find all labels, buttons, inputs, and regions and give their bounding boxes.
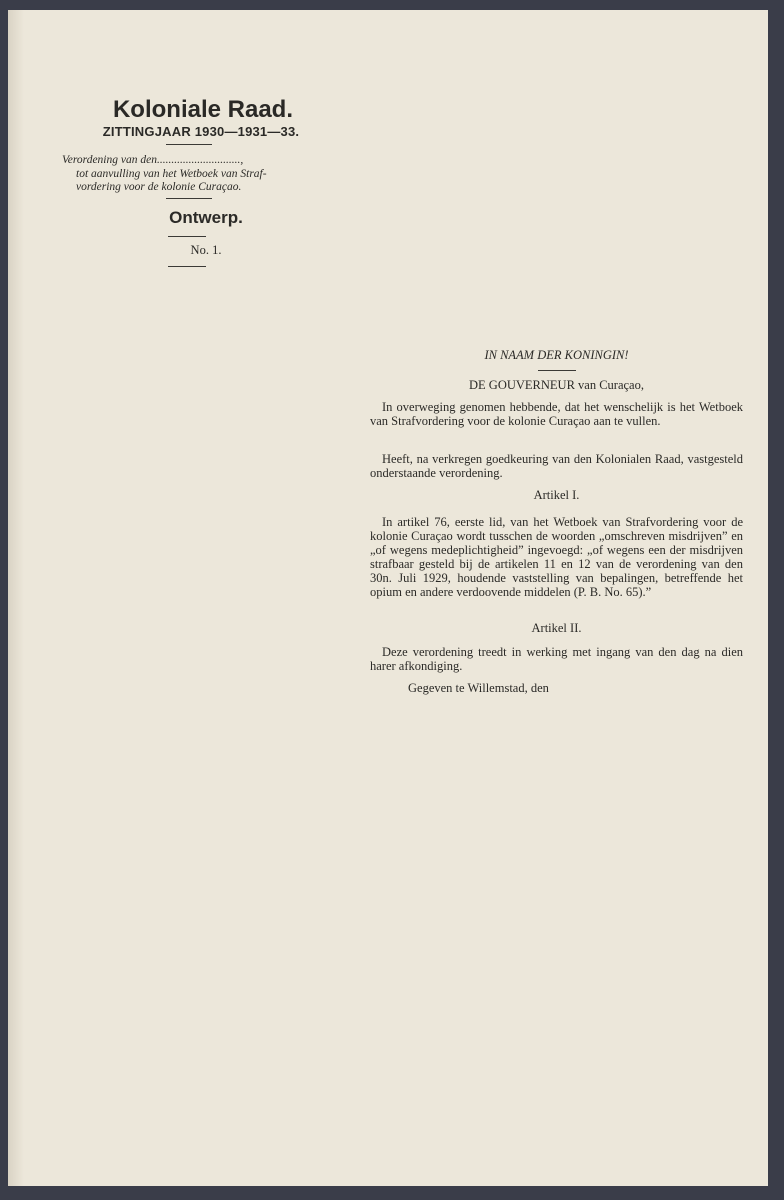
signature-line: Gegeven te Willemstad, den	[408, 681, 549, 695]
document-number: No. 1.	[190, 243, 222, 257]
divider	[168, 266, 206, 267]
article-1-heading: Artikel I.	[533, 488, 580, 502]
approval-paragraph: Heeft, na verkregen goedkeuring van den Kolonialen Raad, vastgesteld onderstaande verordening.	[370, 452, 743, 480]
council-title: Koloniale Raad.	[112, 96, 294, 123]
subject-line: vordering voor de kolonie Curaçao.	[76, 181, 242, 193]
consideration-paragraph: In overweging genomen hebbende, dat het wenschelijk is het Wetboek van Strafvordering voor de kolonie Curaçao aan te vullen.	[370, 400, 743, 428]
divider	[538, 370, 576, 371]
ordinance-subject	[62, 154, 318, 195]
session-year: ZITTINGJAAR 1930—1931—33.	[102, 124, 300, 139]
article-2-text: Deze verordening treedt in werking met ingang van den dag na dien harer afkondiging.	[370, 645, 743, 673]
subject-line: Verordening van den.............................,	[62, 154, 244, 166]
divider	[166, 144, 212, 145]
invocation: IN NAAM DER KONINGIN!	[484, 348, 629, 362]
document-page	[8, 10, 768, 1186]
governor-line: DE GOUVERNEUR van Curaçao,	[469, 378, 644, 392]
divider	[166, 198, 212, 199]
divider	[168, 236, 206, 237]
article-2-heading: Artikel II.	[531, 621, 582, 635]
document-type: Ontwerp.	[169, 208, 243, 227]
subject-line: tot aanvulling van het Wetboek van Straf-	[76, 167, 267, 180]
article-1-text: In artikel 76, eerste lid, van het Wetboek van Strafvordering voor de kolonie Curaçao wordt tusschen de woorden „omschreven misdrijven” en „of wegens medeplichtigheid” ingevoegd: „of wegens een der misdrijven strafbaar gesteld bij de artikelen 11 en 12 van de verordening van den 30n. Juli 1929, houdende vaststelling van bepalingen, betreffende het opium en andere verdoovende middelen (P. B. No. 65).”	[370, 515, 743, 599]
